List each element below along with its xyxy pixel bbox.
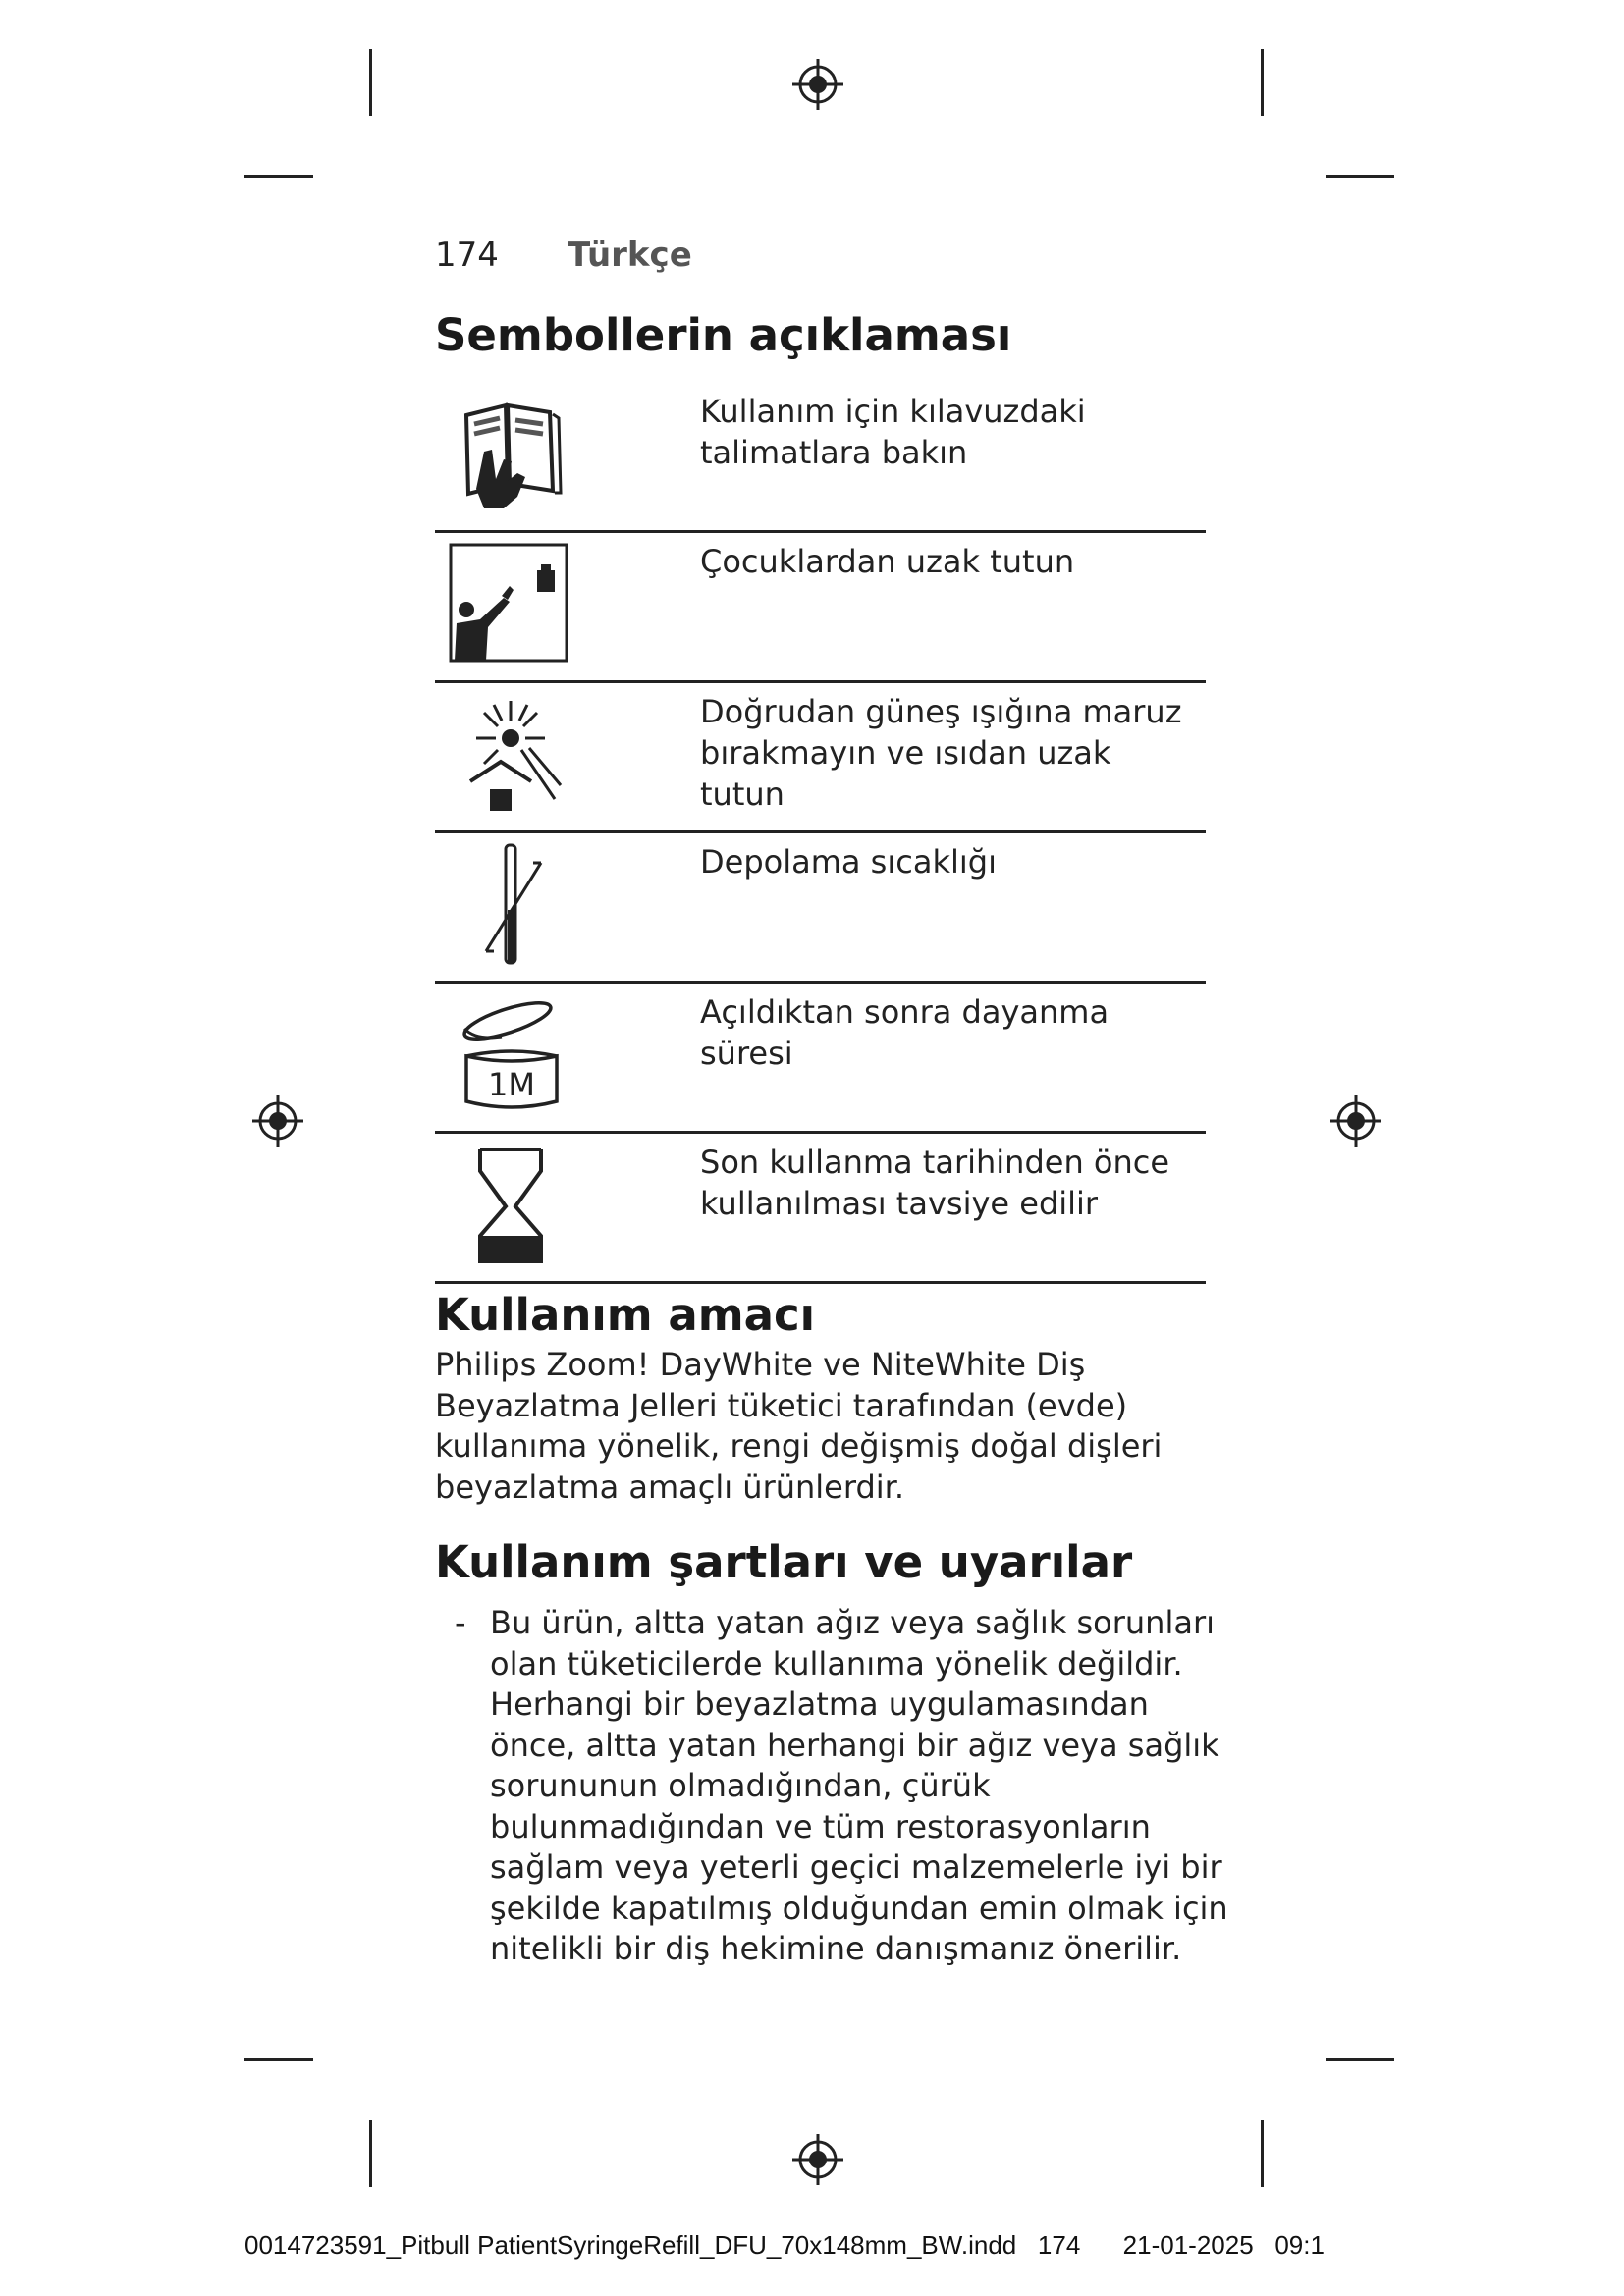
crop-mark — [244, 2058, 313, 2061]
symbol-description: Açıldıktan sonra dayanma süresi — [700, 993, 1110, 1072]
jar-period-label: 1M — [488, 1066, 535, 1103]
open-jar-icon — [447, 991, 574, 1119]
registration-mark-icon — [1328, 1094, 1383, 1148]
symbols-section-title: Sembollerin açıklaması — [435, 309, 1012, 361]
slug-filename: 0014723591_Pitbull PatientSyringeRefill_DFU_70x148mm_BW.indd — [244, 2230, 1017, 2260]
sunlight-heat-icon — [447, 691, 574, 819]
registration-mark-icon — [790, 2132, 845, 2187]
crop-mark — [1326, 2058, 1394, 2061]
slug-page: 174 — [1037, 2230, 1081, 2260]
symbol-row — [435, 533, 1206, 683]
crop-mark — [369, 2120, 372, 2187]
crop-mark — [1261, 2120, 1264, 2187]
instructions-manual-icon — [447, 391, 574, 518]
registration-mark-icon — [250, 1094, 305, 1148]
thermometer-icon — [447, 841, 574, 969]
page-number: 174 — [435, 236, 499, 275]
registration-mark-icon — [790, 57, 845, 112]
symbol-description: Son kullanma tarihinden önce kullanılması tavsiye edilir — [700, 1144, 1170, 1222]
bullet-marker: - — [455, 1604, 466, 1641]
symbol-row — [435, 683, 1206, 833]
crop-mark — [244, 175, 313, 178]
symbol-row — [435, 1134, 1206, 1284]
intended-use-body: Philips Zoom! DayWhite ve NiteWhite Diş Beyazlatma Jelleri tüketici tarafından (evde) kullanıma yönelik, rengi değişmiş doğal dişleri beyazlatma amaçlı ürünlerdir. — [435, 1346, 1163, 1506]
symbol-row — [435, 984, 1206, 1134]
hourglass-icon — [447, 1142, 574, 1269]
print-slug — [244, 2230, 1325, 2261]
crop-mark — [1261, 49, 1264, 116]
keep-away-from-children-icon — [447, 541, 574, 668]
symbol-description: Depolama sıcaklığı — [700, 843, 997, 881]
slug-time: 09:1 — [1274, 2230, 1325, 2260]
symbol-row — [435, 833, 1206, 984]
symbol-description: Doğrudan güneş ışığına maruz bırakmayın ve ısıdan uzak tutun — [700, 693, 1182, 813]
language-label: Türkçe — [568, 236, 692, 275]
symbol-description: Kullanım için kılavuzdaki talimatlara bakın — [700, 393, 1086, 471]
intended-use-title: Kullanım amacı — [435, 1289, 816, 1341]
symbols-table — [435, 383, 1206, 1284]
crop-mark — [369, 49, 372, 116]
symbol-description: Çocuklardan uzak tutun — [700, 543, 1075, 580]
conditions-title: Kullanım şartları ve uyarılar — [435, 1536, 1133, 1588]
slug-date: 21-01-2025 — [1122, 2230, 1254, 2260]
crop-mark — [1326, 175, 1394, 178]
symbol-row — [435, 383, 1206, 533]
list-item — [455, 1603, 1240, 1970]
bullet-text: Bu ürün, altta yatan ağız veya sağlık sorunları olan tüketicilerde kullanıma yönelik değildir. Herhangi bir beyazlatma uygulamasından önce, altta yatan herhangi bir ağız veya sağlık sorununun olmadığından, çürük bulunmadığından ve tüm restorasyonların sağlam veya yeterli geçici malzemelerle iyi bir şekilde kapatılmış olduğundan emin olmak için nitelikli bir diş hekimine danışmanız önerilir. — [490, 1604, 1228, 1967]
